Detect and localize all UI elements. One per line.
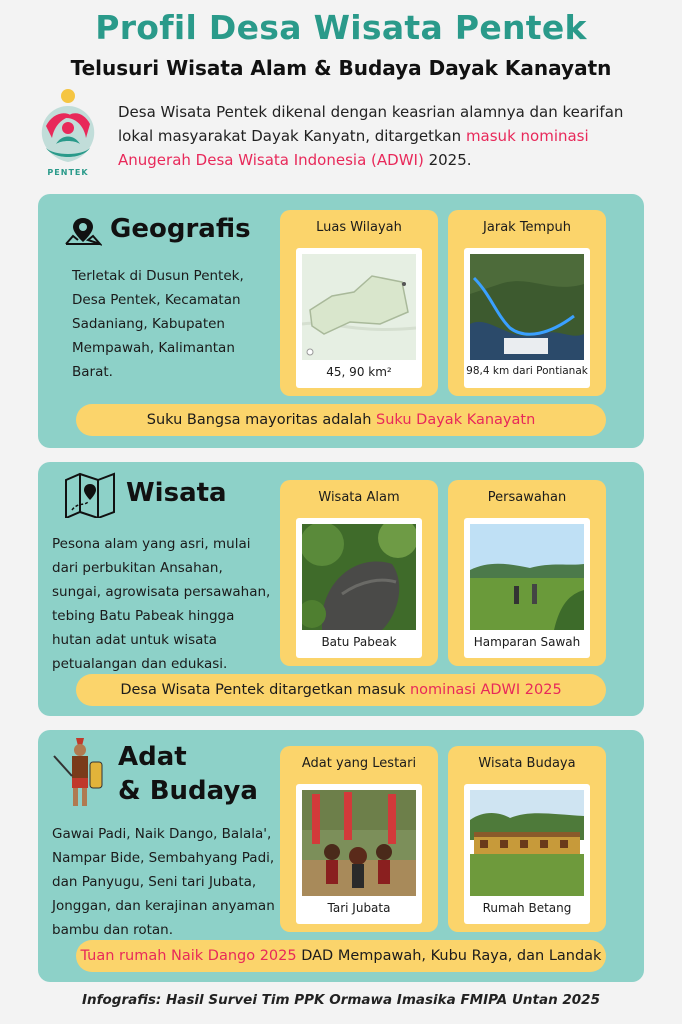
section-heading-budaya-2: & Budaya xyxy=(118,776,258,806)
photo-box-title: Jarak Tempuh xyxy=(483,220,571,235)
intro-highlight: masuk nominasi Anugerah Desa Wisata Indonesia (ADWI) xyxy=(118,127,589,169)
section-description-geografis: Terletak di Dusun Pentek, Desa Pentek, Kecamatan Sadaniang, Kabupaten Mempawah, Kalimantan Barat. xyxy=(72,268,244,380)
banner-text: Suku Bangsa mayoritas adalah xyxy=(146,412,377,428)
photo-caption: 45, 90 km² xyxy=(326,365,392,379)
batu-pabeak-photo xyxy=(302,524,416,630)
photo-caption: Batu Pabeak xyxy=(321,635,397,649)
photo-box-adat xyxy=(280,746,438,932)
banner-budaya xyxy=(76,940,606,972)
polaroid-frame xyxy=(296,248,422,388)
section-description-budaya: Gawai Padi, Naik Dango, Balala', Nampar Bide, Sembahyang Padi, dan Panyugu, Seni tari Jubata, Jonggan, dan kerajinan anyaman bambu dan rotan. xyxy=(52,826,275,938)
section-budaya xyxy=(38,730,644,982)
photo-box-title: Luas Wilayah xyxy=(316,220,402,235)
intro-text-2: 2025. xyxy=(423,151,472,169)
banner-wisata xyxy=(76,674,606,706)
banner-text: Desa Wisata Pentek ditargetkan masuk xyxy=(120,682,410,698)
page-title: Profil Desa Wisata Pentek xyxy=(95,8,587,47)
footer-credit: Infografis: Hasil Survei Tim PPK Ormawa Imasika FMIPA Untan 2025 xyxy=(82,992,600,1008)
area-map-image xyxy=(302,254,416,360)
photo-box-persawahan xyxy=(448,480,606,666)
photo-box-wisata-alam xyxy=(280,480,438,666)
page-subtitle: Telusuri Wisata Alam & Budaya Dayak Kanayatn xyxy=(70,56,612,80)
banner-text: DAD Mempawah, Kubu Raya, dan Landak xyxy=(296,948,602,964)
banner-geografis xyxy=(76,404,606,436)
folded-map-icon xyxy=(64,472,116,522)
banner-highlight: Suku Dayak Kanayatn xyxy=(376,412,536,428)
photo-caption: Hamparan Sawah xyxy=(473,635,581,649)
section-geografis xyxy=(38,194,644,448)
photo-box-title: Wisata Alam xyxy=(318,490,400,505)
intro-text-1: Desa Wisata Pentek dikenal dengan keasrian alamnya dan kearifan lokal masyarakat Dayak Kanyatn, ditargetkan xyxy=(118,103,624,145)
photo-box-title: Adat yang Lestari xyxy=(301,756,417,771)
photo-box-wisata-budaya xyxy=(448,746,606,932)
section-heading-budaya-1: Adat xyxy=(118,742,187,772)
polaroid-frame xyxy=(464,248,590,388)
map-pin-icon xyxy=(64,216,102,250)
dayak-warrior-icon xyxy=(50,736,110,812)
section-heading-geografis: Geografis xyxy=(110,214,251,244)
photo-caption: 98,4 km dari Pontianak xyxy=(466,365,588,377)
polaroid-frame xyxy=(464,518,590,658)
section-description-wisata: Pesona alam yang asri, mulai dari perbukitan Ansahan, sungai, agrowisata persawahan, tebing Batu Pabeak hingga hutan adat untuk wisata petualangan dan edukasi. xyxy=(52,536,271,672)
rumah-betang-photo xyxy=(470,790,584,896)
photo-box-title: Wisata Budaya xyxy=(478,756,576,771)
intro-paragraph xyxy=(118,100,658,172)
logo-text: PENTEK xyxy=(47,168,89,177)
section-wisata xyxy=(38,462,644,716)
banner-highlight: nominasi ADWI 2025 xyxy=(409,682,562,698)
photo-box-title: Persawahan xyxy=(487,490,567,505)
photo-box-jarak-tempuh xyxy=(448,210,606,396)
polaroid-frame xyxy=(296,518,422,658)
polaroid-frame xyxy=(464,784,590,924)
photo-caption: Rumah Betang xyxy=(482,901,572,915)
polaroid-frame xyxy=(296,784,422,924)
photo-caption: Tari Jubata xyxy=(327,901,391,915)
banner-highlight: Tuan rumah Naik Dango 2025 xyxy=(80,948,297,964)
section-heading-wisata: Wisata xyxy=(126,478,227,508)
route-map-image xyxy=(470,254,584,360)
village-logo xyxy=(32,88,104,184)
logo-icon xyxy=(32,88,104,172)
tari-jubata-photo xyxy=(302,790,416,896)
photo-box-luas-wilayah xyxy=(280,210,438,396)
rice-field-photo xyxy=(470,524,584,630)
